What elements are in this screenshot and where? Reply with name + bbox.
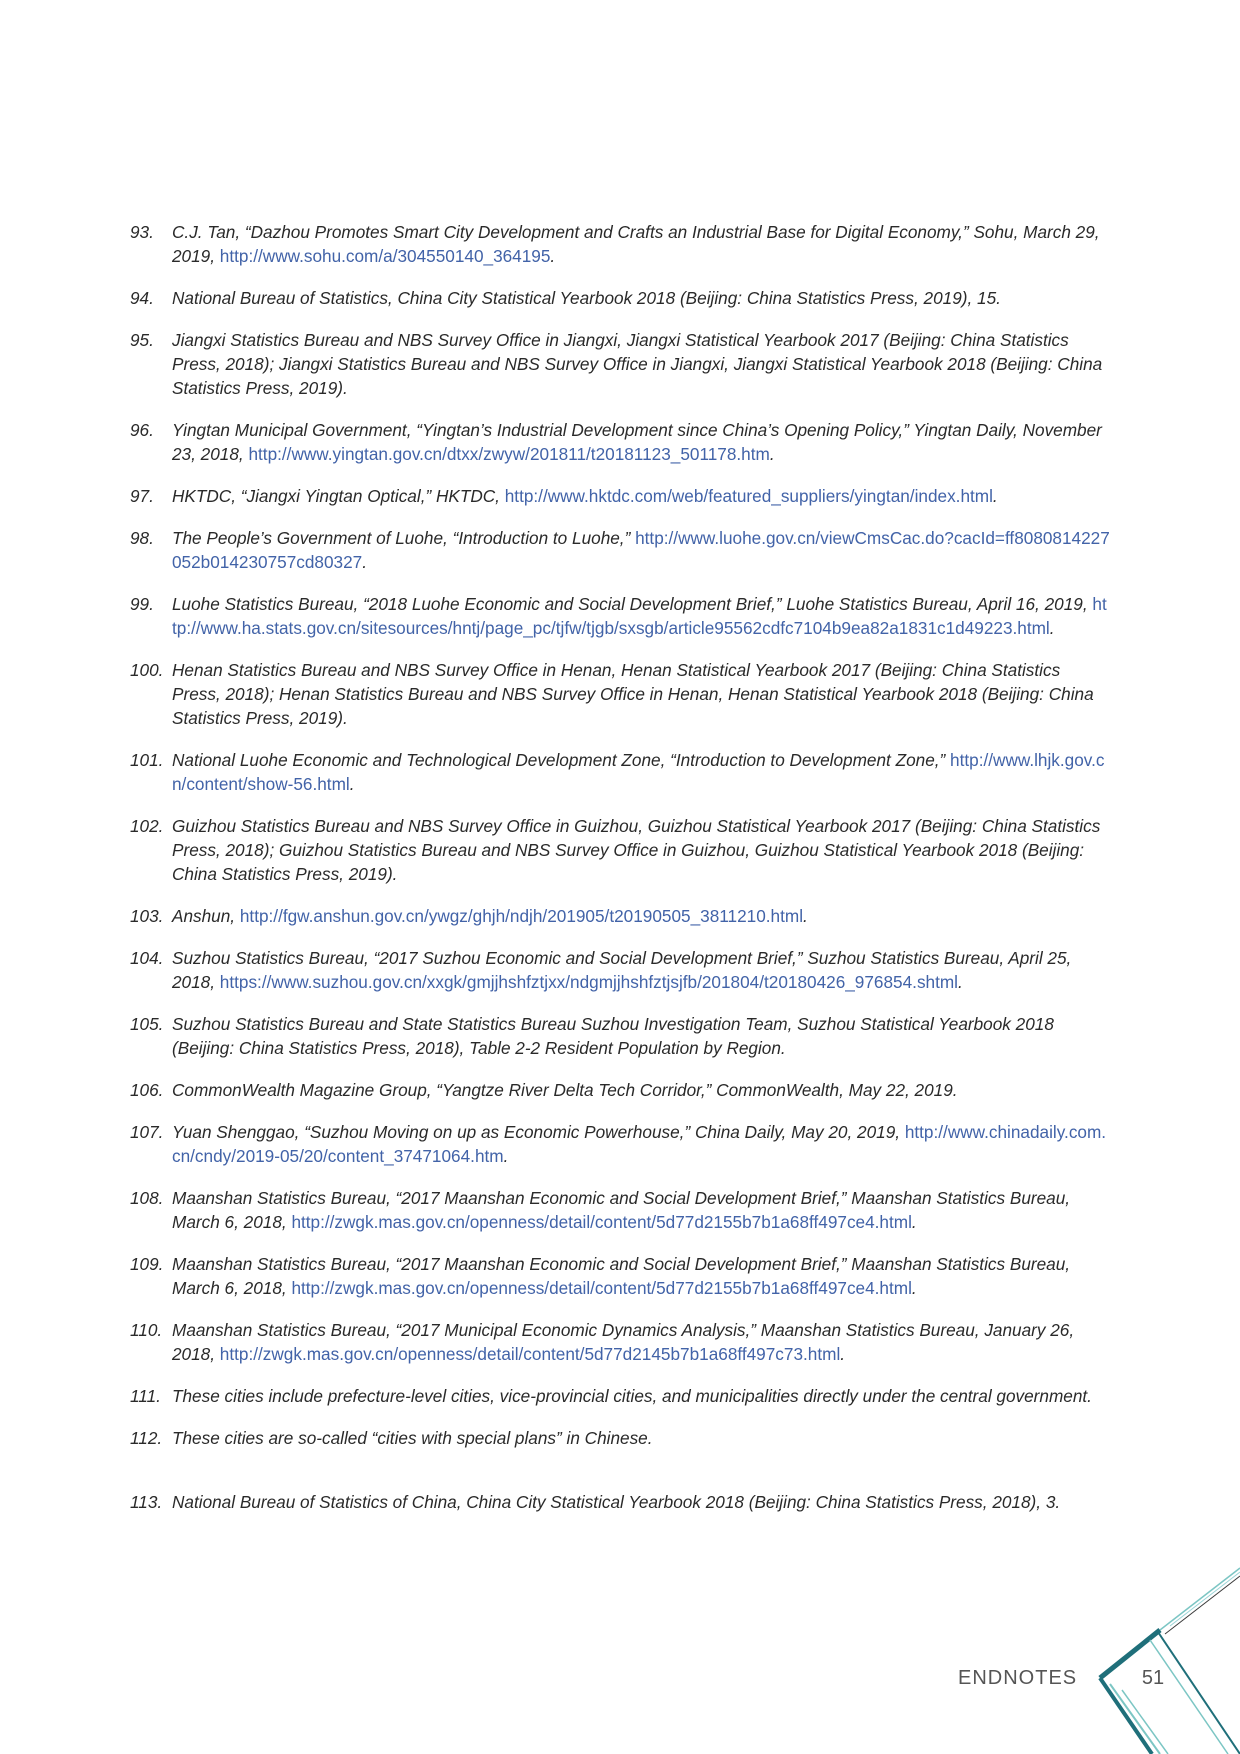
endnote-item <box>130 946 1110 994</box>
endnote-number: 113. <box>130 1492 163 1512</box>
endnote-item <box>130 1012 1110 1060</box>
section-label: ENDNOTES <box>958 1667 1078 1689</box>
endnote-text: Luohe Statistics Bureau, “2018 Luohe Economic and Social Development Brief,” Luohe Statistics Bureau, April 16, 2019, <box>172 594 1088 614</box>
endnote-period: . <box>992 486 998 506</box>
endnote-item <box>130 286 1110 310</box>
endnote-item <box>130 1318 1110 1366</box>
endnote-item <box>130 592 1110 640</box>
endnote-text: These cities are so-called “cities with special plans” in Chinese. <box>172 1428 653 1448</box>
endnote-period: . <box>362 552 367 572</box>
endnote-number: 110. <box>130 1320 163 1340</box>
endnote-number: 93. <box>130 222 154 242</box>
endnote-number: 107. <box>130 1122 164 1142</box>
endnote-item <box>130 220 1110 268</box>
endnote-text: CommonWealth Magazine Group, “Yangtze River Delta Tech Corridor,” CommonWealth, May 22, 2019. <box>172 1080 958 1100</box>
endnote-item <box>130 418 1110 466</box>
endnote-text: Maanshan Statistics Bureau, “2017 Maanshan Economic and Social Development Brief,” Maanshan Statistics Bureau, March 6, 2018, <box>172 1188 1071 1232</box>
endnote-number: 96. <box>130 420 154 440</box>
endnote-link[interactable]: http://zwgk.mas.gov.cn/openness/detail/content/5d77d2155b7b1a68ff497ce4.html <box>291 1278 912 1298</box>
endnote-text: C.J. Tan, “Dazhou Promotes Smart City Development and Crafts an Industrial Base for Digital Economy,” Sohu, March 29, 2019, <box>172 222 1100 266</box>
endnote-item <box>130 484 1110 508</box>
corner-frame-icon <box>1100 1568 1240 1754</box>
endnotes-list <box>130 220 1110 1532</box>
endnote-number: 100. <box>130 660 164 680</box>
endnote-number: 105. <box>130 1014 164 1034</box>
endnote-link[interactable]: https://www.suzhou.gov.cn/xxgk/gmjjhshfztjxx/ndgmjjhshfztjsjfb/201804/t20180426_976854.shtml <box>219 972 959 992</box>
endnote-period: . <box>550 246 556 266</box>
endnote-number: 108. <box>130 1188 164 1208</box>
endnote-text: Yingtan Municipal Government, “Yingtan’s Industrial Development since China’s Opening Policy,” Yingtan Daily, November 23, 2018, <box>172 420 1102 464</box>
page-number: 51 <box>1141 1667 1165 1689</box>
endnote-item <box>130 1384 1110 1408</box>
endnote-text: Maanshan Statistics Bureau, “2017 Maanshan Economic and Social Development Brief,” Maanshan Statistics Bureau, March 6, 2018, <box>172 1254 1071 1298</box>
endnote-period: . <box>769 444 775 464</box>
endnote-number: 103. <box>130 906 164 926</box>
endnote-period: . <box>840 1344 846 1364</box>
endnote-item <box>130 1078 1110 1102</box>
endnote-item <box>130 814 1110 886</box>
endnote-number: 95. <box>130 330 154 350</box>
endnote-link[interactable]: http://www.sohu.com/a/304550140_364195 <box>219 246 551 266</box>
endnote-item <box>130 1426 1110 1450</box>
endnote-link[interactable]: http://www.lhjk.gov.cn/content/show-56.html <box>172 750 1105 794</box>
endnote-number: 101. <box>130 750 164 770</box>
endnote-number: 112. <box>130 1428 163 1448</box>
endnote-text: National Luohe Economic and Technological Development Zone, “Introduction to Development Zone,” <box>172 750 946 770</box>
endnote-item <box>130 748 1110 796</box>
endnote-number: 109. <box>130 1254 164 1274</box>
endnote-period: . <box>911 1212 917 1232</box>
endnote-link[interactable]: http://www.ha.stats.gov.cn/sitesources/hntj/page_pc/tjfw/tjgb/sxsgb/article95562cdfc7104b9ea82a1831c1d49223.html <box>172 594 1107 638</box>
endnote-text: National Bureau of Statistics of China, China City Statistical Yearbook 2018 (Beijing: China Statistics Press, 2018), 3. <box>172 1492 1061 1512</box>
endnote-item <box>130 328 1110 400</box>
endnote-link[interactable]: http://www.yingtan.gov.cn/dtxx/zwyw/201811/t20181123_501178.htm <box>248 444 770 464</box>
endnote-item <box>130 1252 1110 1300</box>
endnote-number: 94. <box>130 288 154 308</box>
endnote-text: National Bureau of Statistics, China City Statistical Yearbook 2018 (Beijing: China Statistics Press, 2019), 15. <box>172 288 1001 308</box>
endnote-period: . <box>911 1278 917 1298</box>
endnote-text: Maanshan Statistics Bureau, “2017 Municipal Economic Dynamics Analysis,” Maanshan Statistics Bureau, January 26, 2018, <box>172 1320 1075 1364</box>
endnote-number: 99. <box>130 594 154 614</box>
endnote-period: . <box>349 774 355 794</box>
endnote-item <box>130 1186 1110 1234</box>
endnote-text: Suzhou Statistics Bureau and State Statistics Bureau Suzhou Investigation Team, Suzhou Statistical Yearbook 2018 (Beijing: China Statistics Press, 2018), Table 2-2 Resident Population by Region. <box>172 1014 1054 1058</box>
endnote-period: . <box>1049 618 1055 638</box>
endnote-number: 97. <box>130 486 154 506</box>
endnote-number: 104. <box>130 948 164 968</box>
endnote-number: 102. <box>130 816 164 836</box>
endnote-number: 106. <box>130 1080 164 1100</box>
endnote-text: Anshun, <box>172 906 236 926</box>
endnote-period: . <box>803 906 808 926</box>
endnote-item <box>130 526 1110 574</box>
endnote-item <box>130 658 1110 730</box>
endnote-link[interactable]: http://fgw.anshun.gov.cn/ywgz/ghjh/ndjh/201905/t20190505_3811210.html <box>239 906 804 926</box>
endnote-text: These cities include prefecture-level cities, vice-provincial cities, and municipalities directly under the central government. <box>172 1386 1092 1406</box>
endnote-period: . <box>958 972 963 992</box>
endnote-number: 98. <box>130 528 154 548</box>
endnote-link[interactable]: http://zwgk.mas.gov.cn/openness/detail/content/5d77d2155b7b1a68ff497ce4.html <box>291 1212 912 1232</box>
endnote-number: 111. <box>130 1386 161 1406</box>
endnote-item <box>130 1490 1110 1514</box>
endnote-link[interactable]: http://www.chinadaily.com.cn/cndy/2019-05/20/content_37471064.htm <box>172 1122 1107 1166</box>
endnote-text: Jiangxi Statistics Bureau and NBS Survey Office in Jiangxi, Jiangxi Statistical Yearbook 2017 (Beijing: China Statistics Press, 2018); Jiangxi Statistics Bureau and NBS Survey Office in Jiangxi, Jiangxi Statistical Yearbook 2018 (Beijing: China Statistics Press, 2019). <box>172 330 1103 398</box>
endnote-link[interactable]: http://zwgk.mas.gov.cn/openness/detail/content/5d77d2145b7b1a68ff497c73.html <box>219 1344 841 1364</box>
endnote-text: Suzhou Statistics Bureau, “2017 Suzhou Economic and Social Development Brief,” Suzhou Statistics Bureau, April 25, 2018, <box>172 948 1072 992</box>
endnote-item <box>130 904 1110 928</box>
endnote-link[interactable]: http://www.hktdc.com/web/featured_suppliers/yingtan/index.html <box>504 486 993 506</box>
endnote-link[interactable]: http://www.luohe.gov.cn/viewCmsCac.do?cacId=ff8080814227052b014230757cd80327 <box>172 528 1110 572</box>
endnote-text: Guizhou Statistics Bureau and NBS Survey Office in Guizhou, Guizhou Statistical Yearbook 2017 (Beijing: China Statistics Press, 2018); Guizhou Statistics Bureau and NBS Survey Office in Guizhou, Guizhou Statistical Yearbook 2018 (Beijing: China Statistics Press, 2019). <box>172 816 1101 884</box>
endnote-text: Yuan Shenggao, “Suzhou Moving on up as Economic Powerhouse,” China Daily, May 20, 2019, <box>172 1122 901 1142</box>
endnote-item <box>130 1120 1110 1168</box>
endnote-text: HKTDC, “Jiangxi Yingtan Optical,” HKTDC, <box>172 486 500 506</box>
endnote-text: The People’s Government of Luohe, “Introduction to Luohe,” <box>172 528 631 548</box>
endnote-text: Henan Statistics Bureau and NBS Survey Office in Henan, Henan Statistical Yearbook 2017 (Beijing: China Statistics Press, 2018); Henan Statistics Bureau and NBS Survey Office in Henan, Henan Statistical Yearbook 2018 (Beijing: China Statistics Press, 2019). <box>172 660 1094 728</box>
endnote-period: . <box>503 1146 509 1166</box>
